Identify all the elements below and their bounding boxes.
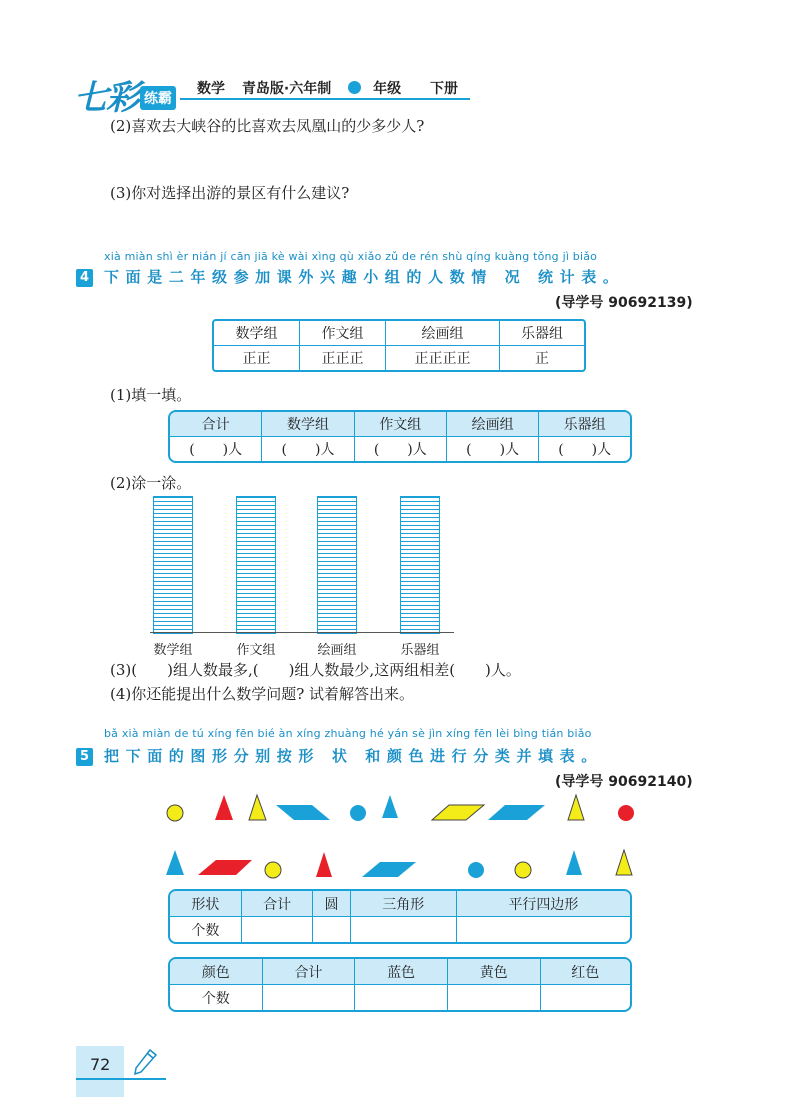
shape-header: 合计 bbox=[242, 891, 314, 917]
part3-question: (3)( )组人数最多,( )组人数最少,这两组相差( )人。 bbox=[110, 661, 521, 679]
triangle-blue bbox=[382, 795, 398, 818]
bar-label: 作文组 bbox=[236, 643, 276, 658]
brand-logo bbox=[74, 70, 176, 119]
answer-cell[interactable] bbox=[355, 985, 448, 1010]
color-row-label: 个数 bbox=[170, 985, 263, 1010]
bar-label: 绘画组 bbox=[317, 643, 357, 658]
triangle-yellow bbox=[249, 795, 266, 820]
triangle-red bbox=[316, 852, 332, 877]
circle-blue bbox=[350, 805, 366, 821]
fill-header: 乐器组 bbox=[539, 412, 630, 437]
problem5-title: 把下面的图形分别按形 状 和颜色进行分类并填表。 bbox=[104, 747, 603, 765]
color-bar-drawing[interactable] bbox=[317, 496, 357, 634]
color-header: 颜色 bbox=[170, 959, 263, 985]
problem4-guide-number: (导学号 90692139) bbox=[555, 295, 693, 311]
shape-row-label: 个数 bbox=[170, 917, 242, 942]
answer-cell[interactable] bbox=[351, 917, 457, 942]
edition: 青岛版·六年制 bbox=[241, 81, 332, 97]
triangle-yellow bbox=[568, 795, 584, 820]
triangle-yellow bbox=[616, 850, 632, 875]
color-table bbox=[168, 957, 632, 1012]
problem5-guide-number: (导学号 90692140) bbox=[555, 774, 693, 790]
fill-cell[interactable]: ( )人 bbox=[170, 437, 262, 461]
shape-header: 平行四边形 bbox=[457, 891, 630, 917]
color-header: 黄色 bbox=[448, 959, 541, 985]
answer-cell[interactable] bbox=[541, 985, 631, 1010]
shape-header: 三角形 bbox=[351, 891, 457, 917]
circle-yellow bbox=[167, 805, 183, 821]
tally-marks: 正正正 bbox=[300, 346, 386, 370]
shape-table bbox=[168, 889, 632, 944]
tally-table bbox=[212, 319, 586, 372]
triangle-blue bbox=[166, 850, 184, 875]
grade-info bbox=[348, 81, 413, 97]
parallelogram-blue bbox=[488, 805, 545, 820]
bar-label: 数学组 bbox=[153, 643, 193, 658]
problem5-badge bbox=[76, 745, 93, 766]
problem5-number: 5 bbox=[76, 748, 93, 766]
answer-cell[interactable] bbox=[242, 917, 314, 942]
shapes-illustration bbox=[0, 790, 800, 885]
problem4-title: 下面是二年级参加课外兴趣小组的人数情 况 统计表。 bbox=[104, 268, 625, 286]
answer-cell[interactable] bbox=[313, 917, 350, 942]
grade-icon bbox=[348, 81, 361, 94]
triangle-red bbox=[215, 795, 233, 820]
shape-header: 圆 bbox=[313, 891, 350, 917]
part1-label: (1)填一填。 bbox=[110, 386, 192, 404]
fill-cell[interactable]: ( )人 bbox=[355, 437, 447, 461]
problem4-pinyin: xià miàn shì èr nián jí cān jiā kè wài xìng qù xiǎo zǔ de rén shù qíng kuàng tǒng jì biǎo bbox=[104, 250, 598, 263]
circle-blue bbox=[468, 862, 484, 878]
parallelogram-blue bbox=[276, 805, 330, 820]
tally-header: 数学组 bbox=[214, 321, 300, 346]
tally-marks: 正正 bbox=[214, 346, 300, 370]
fill-table bbox=[168, 410, 632, 463]
parallelogram-red bbox=[198, 860, 252, 875]
answer-cell[interactable] bbox=[457, 917, 630, 942]
tally-header: 乐器组 bbox=[500, 321, 584, 346]
color-bar-music[interactable] bbox=[400, 496, 440, 634]
shape-header: 形状 bbox=[170, 891, 242, 917]
page-number: 72 bbox=[90, 1055, 111, 1074]
color-header: 蓝色 bbox=[355, 959, 448, 985]
circle-red bbox=[618, 805, 634, 821]
tally-marks: 正 bbox=[535, 351, 549, 367]
color-bar-writing[interactable] bbox=[236, 496, 276, 634]
logo-mark: 七彩 bbox=[74, 78, 138, 118]
header-info bbox=[197, 78, 470, 98]
volume: 下册 bbox=[429, 81, 458, 97]
fill-header: 绘画组 bbox=[447, 412, 539, 437]
part4-question: (4)你还能提出什么数学问题? 试着解答出来。 bbox=[110, 685, 415, 703]
tally-header: 绘画组 bbox=[386, 321, 500, 346]
problem4-number: 4 bbox=[76, 269, 93, 287]
footer-line bbox=[76, 1078, 166, 1080]
part2-label: (2)涂一涂。 bbox=[110, 474, 192, 492]
fill-header: 合计 bbox=[170, 412, 262, 437]
grade-label: 年级 bbox=[373, 81, 402, 97]
circle-yellow bbox=[265, 862, 281, 878]
color-bar-math[interactable] bbox=[153, 496, 193, 634]
tally-header: 作文组 bbox=[300, 321, 386, 346]
header-divider bbox=[180, 98, 470, 100]
fill-header: 作文组 bbox=[355, 412, 447, 437]
pencil-icon bbox=[132, 1048, 158, 1076]
circle-yellow bbox=[515, 862, 531, 878]
prev-question-2: (2)喜欢去大峡谷的比喜欢去凤凰山的少多少人? bbox=[110, 117, 425, 135]
answer-cell[interactable] bbox=[448, 985, 541, 1010]
parallelogram-yellow bbox=[432, 805, 484, 820]
answer-cell[interactable] bbox=[263, 985, 356, 1010]
triangle-blue bbox=[566, 850, 582, 875]
subject: 数学 bbox=[197, 81, 225, 97]
problem4-badge bbox=[76, 266, 93, 287]
parallelogram-blue bbox=[362, 862, 416, 877]
fill-cell[interactable]: ( )人 bbox=[262, 437, 354, 461]
tally-marks: 正正正正 bbox=[386, 346, 500, 370]
logo-box: 练霸 bbox=[140, 86, 176, 110]
bar-baseline bbox=[150, 632, 454, 633]
color-header: 红色 bbox=[541, 959, 631, 985]
color-header: 合计 bbox=[263, 959, 356, 985]
prev-question-3: (3)你对选择出游的景区有什么建议? bbox=[110, 184, 350, 202]
fill-cell[interactable]: ( )人 bbox=[447, 437, 539, 461]
fill-cell[interactable]: ( )人 bbox=[558, 442, 612, 458]
problem5-pinyin: bǎ xià miàn de tú xíng fēn bié àn xíng zhuàng hé yán sè jìn xíng fēn lèi bìng tián biǎo bbox=[104, 727, 592, 740]
bar-label: 乐器组 bbox=[400, 643, 440, 658]
fill-header: 数学组 bbox=[262, 412, 354, 437]
